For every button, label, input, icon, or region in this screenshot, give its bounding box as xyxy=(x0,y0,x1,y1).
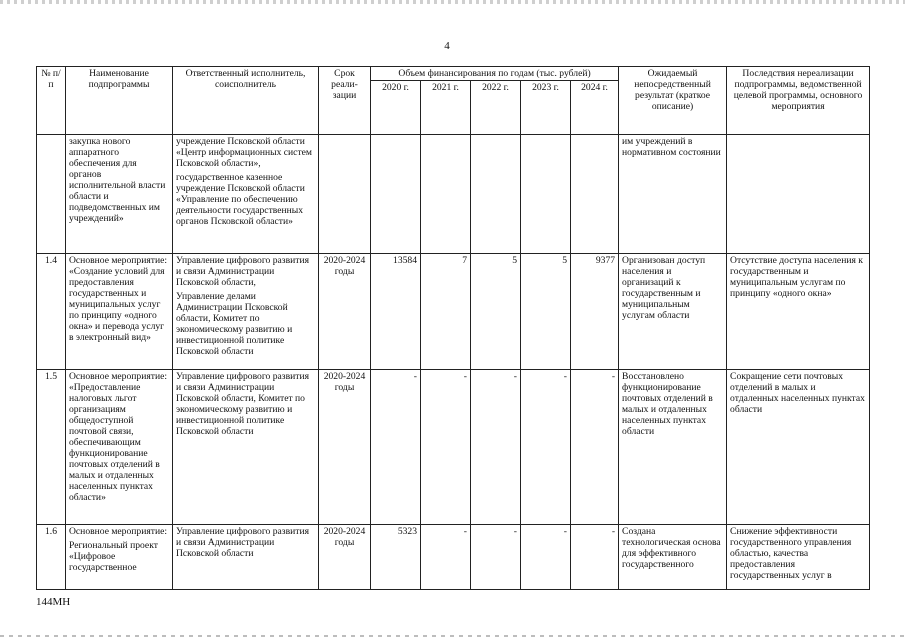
row-term: 2020-2024 годы xyxy=(319,254,371,370)
row-value-2020: 5323 xyxy=(371,525,421,590)
row-responsible xyxy=(173,370,319,525)
row-value-2021: - xyxy=(421,370,471,525)
table-row xyxy=(37,135,870,254)
row-value-2021: 7 xyxy=(421,254,471,370)
row-result: Создана технологическая основа для эффективного государственного xyxy=(619,525,727,590)
row-value-2022: - xyxy=(471,525,521,590)
row-result: Организован доступ населения и организаций к государственным и муниципальным услугам области xyxy=(619,254,727,370)
header-result: Ожидаемый непосредственный результат (краткое описание) xyxy=(619,67,727,135)
header-year-2021: 2021 г. xyxy=(421,81,471,135)
row-name: Основное мероприятие: «Создание условий для предоставления государственных и муниципальных услуг по принципу «одного окна» и перевода услуг в электронный вид» xyxy=(66,254,173,370)
row-value-2024: 9377 xyxy=(571,254,619,370)
row-value-2022: - xyxy=(471,370,521,525)
table-header-row xyxy=(37,67,870,81)
header-year-2020: 2020 г. xyxy=(371,81,421,135)
header-num: № п/п xyxy=(37,67,66,135)
row-consequences: Сокращение сети почтовых отделений в малых и отдаленных населенных пунктах области xyxy=(727,370,870,525)
header-responsible: Ответственный исполнитель, соисполнитель xyxy=(173,67,319,135)
footer-code: 144МН xyxy=(36,596,71,608)
row-result: Восстановлено функционирование почтовых отделений в малых и отдаленных населенных пунктах области xyxy=(619,370,727,525)
header-consequences: Последствия нереализации подпрограммы, ведомственной целевой программы, основного мероприятия xyxy=(727,67,870,135)
row-term xyxy=(319,135,371,254)
row-responsible-part: Управление цифрового развития и связи Администрации Псковской области xyxy=(176,526,309,559)
header-year-2022: 2022 г. xyxy=(471,81,521,135)
table-row xyxy=(37,370,870,525)
row-value-2020 xyxy=(371,135,421,254)
page-number: 4 xyxy=(444,40,450,52)
row-num xyxy=(37,135,66,254)
row-value-2023: - xyxy=(521,370,571,525)
row-consequences: Снижение эффективности государственного управления областью, качества предоставления государственных услуг в xyxy=(727,525,870,590)
row-consequences: Отсутствие доступа населения к государственным и муниципальным услугам по принципу «одного окна» xyxy=(727,254,870,370)
row-responsible xyxy=(173,254,319,370)
row-term: 2020-2024 годы xyxy=(319,525,371,590)
row-value-2020: - xyxy=(371,370,421,525)
table-row xyxy=(37,525,870,590)
row-value-2023 xyxy=(521,135,571,254)
row-name-part: Региональный проект «Цифровое государственное xyxy=(69,540,158,573)
row-value-2023: - xyxy=(521,525,571,590)
scan-edge-top xyxy=(0,0,905,4)
header-funding: Объем финансирования по годам (тыс. рублей) xyxy=(371,67,619,81)
row-responsible xyxy=(173,525,319,590)
row-value-2024 xyxy=(571,135,619,254)
row-value-2021: - xyxy=(421,525,471,590)
row-value-2024: - xyxy=(571,370,619,525)
row-value-2021 xyxy=(421,135,471,254)
row-name xyxy=(66,525,173,590)
row-value-2022: 5 xyxy=(471,254,521,370)
row-responsible xyxy=(173,135,319,254)
row-responsible-part: Управление делами Администрации Псковской области, Комитет по экономическому развитию и инвестиционной политике Псковской области xyxy=(176,291,293,357)
header-year-2023: 2023 г. xyxy=(521,81,571,135)
row-consequences xyxy=(727,135,870,254)
row-term: 2020-2024 годы xyxy=(319,370,371,525)
row-num: 1.6 xyxy=(37,525,66,590)
header-year-2024: 2024 г. xyxy=(571,81,619,135)
row-name: закупка нового аппаратного обеспечения для органов исполнительной власти области и подведомственных им учреждений» xyxy=(66,135,173,254)
row-responsible-part: Управление цифрового развития и связи Администрации Псковской области, xyxy=(176,255,309,288)
row-name: Основное мероприятие: «Предоставление налоговых льгот организациям общедоступной почтовой связи, обеспечивающим функционирование почтовых отделений в малых и отдаленных населенных пунктах области» xyxy=(66,370,173,525)
row-value-2020: 13584 xyxy=(371,254,421,370)
funding-table xyxy=(36,66,870,590)
row-num: 1.5 xyxy=(37,370,66,525)
row-value-2022 xyxy=(471,135,521,254)
row-name-part: Основное мероприятие: xyxy=(69,526,168,537)
scan-edge-bottom xyxy=(0,635,905,637)
row-value-2023: 5 xyxy=(521,254,571,370)
header-name: Наименование подпрограммы xyxy=(66,67,173,135)
row-num: 1.4 xyxy=(37,254,66,370)
row-responsible-part: Управление цифрового развития и связи Администрации Псковской области, Комитет по экономическому развитию и инвестиционной политике Псковской области xyxy=(176,371,309,437)
header-term: Срок реали-зации xyxy=(319,67,371,135)
row-result: им учреждений в нормативном состоянии xyxy=(619,135,727,254)
table-row xyxy=(37,254,870,370)
row-responsible-part: учреждение Псковской области «Центр информационных систем Псковской области», xyxy=(176,136,312,169)
row-responsible-part: государственное казенное учреждение Псковской области «Управление по обеспечению деятельности государственных органов Псковской области» xyxy=(176,172,305,227)
row-value-2024: - xyxy=(571,525,619,590)
